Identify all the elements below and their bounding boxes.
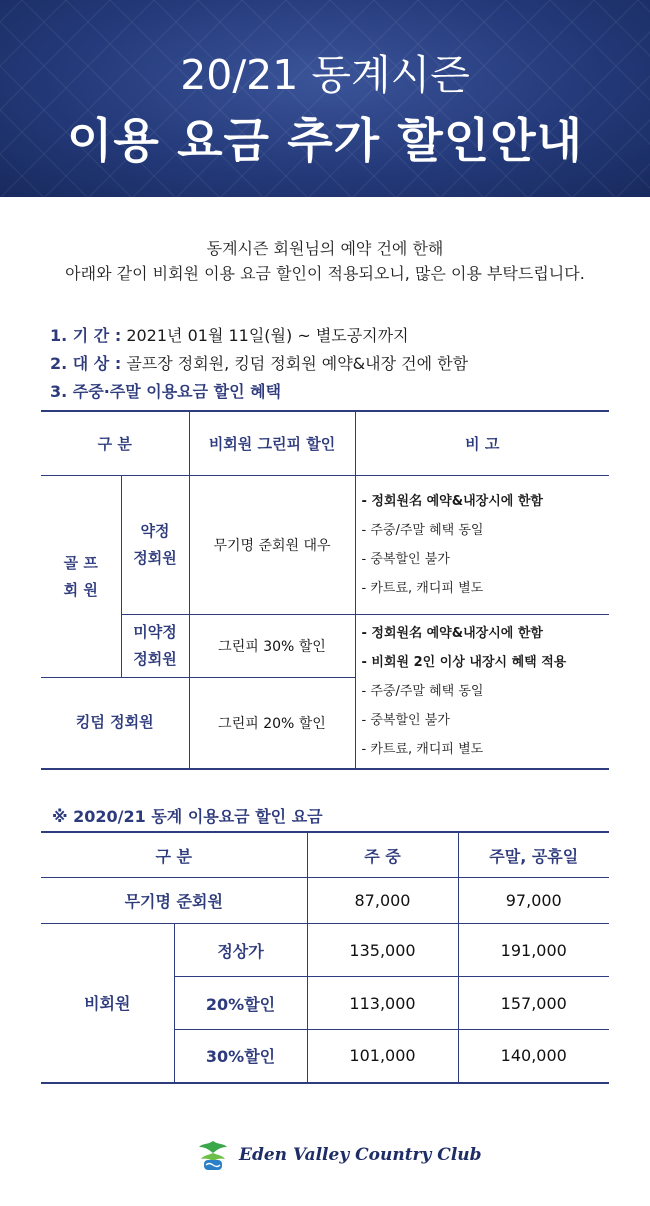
- footer-logo: [195, 1136, 482, 1174]
- list-item: - 정회원名 예약&내장시에 한함: [361, 494, 543, 509]
- list-item: - 주중/주말 혜택 동일: [361, 683, 484, 699]
- intro-line1: 동계시즌 회원님의 예약 건에 한해: [206, 239, 444, 258]
- info-list: [50, 322, 468, 406]
- golf-member-line1: 골 프: [63, 553, 98, 572]
- contract-discount: 무기명 준회원 대우: [189, 476, 355, 615]
- rate-row-label: 30%할인: [174, 1030, 307, 1083]
- benefit-header-category: 구 분: [41, 411, 189, 476]
- info-target-value: 골프장 정회원, 킹덤 정회원 예약&내장 건에 한함: [121, 354, 469, 373]
- rate-row-weekday: 101,000: [307, 1030, 458, 1083]
- kingdom-member-cell: 킹덤 정회원: [41, 678, 189, 769]
- contract-member-cell: [121, 476, 189, 615]
- intro-line2: 아래와 같이 비회원 이용 요금 할인이 적용되오니, 많은 이용 부탁드립니다.: [65, 264, 585, 283]
- list-item: - 중복할인 불가: [361, 712, 450, 728]
- table-row: [41, 476, 609, 615]
- rate-row-weekday: 135,000: [307, 924, 458, 977]
- contract-notes: [355, 476, 609, 615]
- benefit-table: [41, 410, 609, 770]
- rate-row-label: 정상가: [174, 924, 307, 977]
- anonymous-weekday-price: 87,000: [307, 878, 458, 924]
- rate-header-category: 구 분: [41, 832, 307, 878]
- club-name: Eden Valley Country Club: [239, 1145, 482, 1165]
- info-item-target: [50, 350, 468, 378]
- info-period-label: 1. 기 간 :: [50, 326, 122, 345]
- shared-notes: [355, 615, 609, 769]
- table-row: [41, 924, 609, 977]
- info-item-benefit: 3. 주중·주말 이용요금 할인 혜택: [50, 382, 282, 401]
- header-banner: [0, 0, 650, 197]
- rate-header-row: [41, 832, 609, 878]
- benefit-header-notes: 비 고: [355, 411, 609, 476]
- rate-row-label: 20%할인: [174, 977, 307, 1030]
- rate-header-weekday: 주 중: [307, 832, 458, 878]
- benefit-header-discount: 비회원 그린피 할인: [189, 411, 355, 476]
- rate-row-weekend: 157,000: [458, 977, 609, 1030]
- info-item-period: [50, 322, 468, 350]
- anonymous-member-label: 무기명 준회원: [41, 878, 307, 924]
- golf-member-line2: 회 원: [63, 580, 98, 599]
- list-item: - 주중/주말 혜택 동일: [361, 523, 484, 538]
- kingdom-discount: 그린피 20% 할인: [189, 678, 355, 769]
- noncontract-discount: 그린피 30% 할인: [189, 615, 355, 678]
- rate-row-weekend: 191,000: [458, 924, 609, 977]
- contract-line1: 약정: [140, 522, 170, 540]
- noncontract-line2: 정회원: [133, 650, 177, 668]
- header-title-line2: 이용 요금 추가 할인안내: [66, 114, 584, 169]
- noncontract-member-cell: [121, 615, 189, 678]
- info-target-label: 2. 대 상 :: [50, 354, 122, 373]
- list-item: - 정회원名 예약&내장시에 한함: [361, 625, 543, 641]
- rate-header-weekend: 주말, 공휴일: [458, 832, 609, 878]
- list-item: - 카트료, 캐디피 별도: [361, 581, 484, 596]
- rate-table: [41, 831, 609, 1084]
- rate-row-weekend: 140,000: [458, 1030, 609, 1083]
- list-item: - 중복할인 불가: [361, 552, 450, 567]
- list-item: - 카트료, 캐디피 별도: [361, 741, 484, 757]
- contract-line2: 정회원: [133, 549, 177, 567]
- eden-valley-logo-icon: [195, 1137, 231, 1173]
- anonymous-weekend-price: 97,000: [458, 878, 609, 924]
- rate-section-title: ※ 2020/21 동계 이용요금 할인 요금: [52, 807, 323, 826]
- rate-row-weekday: 113,000: [307, 977, 458, 1030]
- list-item: - 비회원 2인 이상 내장시 혜택 적용: [361, 654, 567, 670]
- intro-text: [0, 236, 650, 286]
- info-period-value: 2021년 01월 11일(월) ~ 별도공지까지: [121, 326, 409, 345]
- benefit-header-row: [41, 411, 609, 476]
- nonmember-label: 비회원: [41, 924, 174, 1083]
- golf-member-cell: [41, 476, 121, 678]
- header-title-line1: 20/21 동계시즌: [180, 51, 470, 99]
- table-row: [41, 615, 609, 678]
- table-row: [41, 878, 609, 924]
- noncontract-line1: 미약정: [133, 623, 177, 641]
